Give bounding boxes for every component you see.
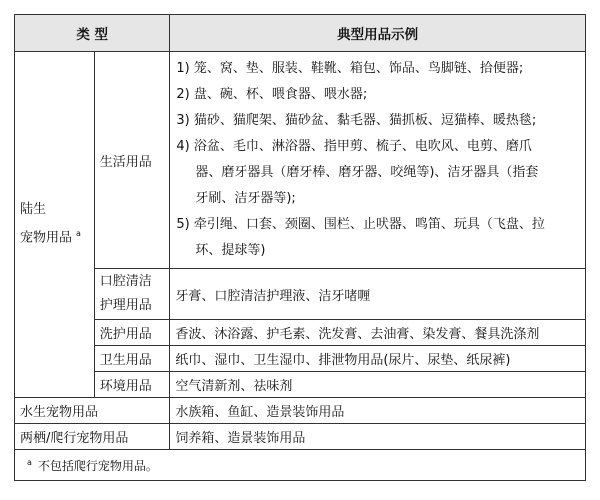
living-item-4-line1: 4) 浴盆、毛巾、淋浴器、指甲剪、梳子、电吹风、电剪、磨爪: [176, 139, 532, 154]
category-land-line2-text: 宠物用品: [20, 230, 73, 246]
hygiene-items: 纸巾、湿巾、卫生湿巾、排泄物用品(尿片、尿垫、纸尿裤): [170, 346, 586, 372]
header-examples: 典型用品示例: [170, 15, 586, 52]
header-row: [15, 15, 586, 52]
row-land-living: [15, 52, 586, 269]
pet-products-table-container: [14, 14, 586, 481]
living-item-5-line2: 环、提球等): [195, 243, 266, 258]
row-land-wash: [15, 320, 586, 346]
header-type: 类 型: [15, 15, 170, 52]
category-land-line2: [20, 222, 89, 250]
subcategory-oral: [94, 269, 170, 320]
living-item-3: 3) 猫砂、猫爬架、猫砂盆、黏毛器、猫抓板、逗猫棒、暖热毯;: [176, 113, 537, 128]
oral-items: 牙膏、口腔清洁护理液、洁牙啫喱: [170, 269, 586, 320]
subcategory-environment: 环境用品: [94, 372, 170, 398]
living-item-4-line2: 器、磨牙器具（磨牙棒、磨牙器、咬绳等)、洁牙器具（指套: [195, 165, 539, 180]
row-land-environment: [15, 372, 586, 398]
row-land-oral: [15, 269, 586, 320]
living-item-4-line3: 牙刷、洁牙器等);: [195, 191, 296, 206]
row-footnote: [15, 450, 586, 481]
footnote-mark: a: [27, 457, 32, 467]
environment-items: 空气清新剂、祛味剂: [170, 372, 586, 398]
subcategory-living: 生活用品: [94, 52, 170, 269]
category-land: [15, 52, 95, 398]
wash-items: 香波、沐浴露、护毛素、洗发膏、去油膏、染发膏、餐具洗涤剂: [170, 320, 586, 346]
aquatic-items: 水族箱、鱼缸、造景装饰用品: [170, 398, 586, 424]
living-item-5-line1: 5) 牵引绳、口套、颈圈、围栏、止吠器、鸣笛、玩具（飞盘、拉: [176, 217, 545, 232]
footnote-superscript: a: [76, 229, 81, 239]
footnote-text: 不包括爬行宠物用品。: [37, 458, 158, 473]
living-item-2: 2) 盘、碗、杯、喂食器、喂水器;: [176, 87, 368, 102]
living-item-1: 1) 笼、窝、垫、服装、鞋靴、箱包、饰品、鸟脚链、拾便器;: [176, 61, 524, 76]
row-land-hygiene: [15, 346, 586, 372]
living-items: [170, 52, 586, 269]
pet-products-table: [14, 14, 586, 481]
subcategory-oral-line1: 口腔清洁: [99, 274, 152, 289]
category-amphibian: 两栖/爬行宠物用品: [15, 424, 170, 450]
row-amphibian: [15, 424, 586, 450]
amphibian-items: 饲养箱、造景装饰用品: [170, 424, 586, 450]
category-aquatic: 水生宠物用品: [15, 398, 170, 424]
category-land-line1: 陆生: [20, 202, 47, 218]
footnote: [15, 450, 586, 481]
subcategory-oral-line2: 护理用品: [99, 298, 152, 313]
subcategory-wash: 洗护用品: [94, 320, 170, 346]
subcategory-hygiene: 卫生用品: [94, 346, 170, 372]
row-aquatic: [15, 398, 586, 424]
